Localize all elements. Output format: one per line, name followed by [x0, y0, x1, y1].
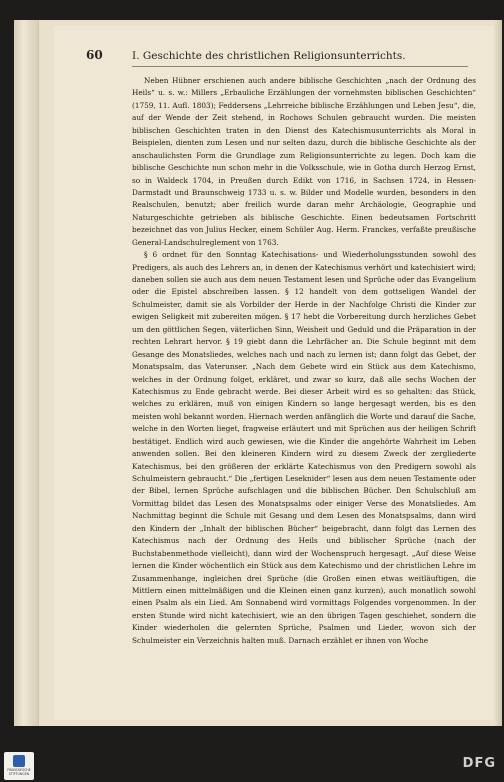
library-logo [4, 752, 34, 780]
page-number: 60 [86, 48, 103, 62]
header-rule [132, 66, 468, 67]
paragraph-2: § 6 ordnet für den Sonntag Katechisations- und Wiederholungsstunden sowohl des Predigers, als auch des Lehrers an, in denen der Katechismus verhört und katechisiert wird; daneben sollen sie auch aus dem neuen Testament lesen und Sprüche oder das Evangelium oder die Epistel abschreiben lassen. § 12 handelt von dem gottseligen Wandel der Schulmeister, damit sie als Vorbilder der Herde in der Nachfolge Christi die Kinder zur ewigen Seligkeit mit zubereiten mögen. § 17 hebt die Vorbereitung durch herzliches Gebet um den göttlichen Segen, väterlichen Sinn, Weisheit und Geduld und die Präparation in der rechten Lehrart hervor. § 19 giebt dann die Lehrfächer an. Die Schule beginnt mit dem Gesange des Monatsliedes, welches nach und nach zu lernen ist; dann folgt das Gebet, der Monatspsalm, das Vaterunser. „Nach dem Gebete wird ein Stück aus dem Katechismo, welches in der Ordnung folget, erkläret, und zwar so kurz, daß alle sechs Wochen der Katechismus zu Ende gebracht werde. Bei dieser Arbeit wird es so gehalten: das Stück, welches zu erklären, muß von einigen Kindern so lange hergesagt werden, bis es den meisten wohl bekannt worden. Hiernach werden anfänglich die Worte und darauf die Sache, welche in den Worten lieget, fragweise erläutert und mit Sprüchen aus der heiligen Schrift bestätiget. Endlich wird auch gewiesen, wie die Kinder die angehörte Wahrheit im Leben anwenden sollen. Bei den kleineren Kindern wird zu diesem Zweck der zergliederte Katechismus, bei den größeren der erklärte Katechismus von den Predigern sowohl als Schulmeistern gebraucht.“ Die „fertigen Leseknider“ lesen aus dem neuen Testamente oder der Bibel, lernen Sprüche aufschlagen und die biblischen Bücher. Den Schulschluß am Vormittag bildet das Lesen des Monatspsalms oder einiger Verse des Monatsliedes. Am Nachmittag beginnt die Schule mit Gesang und dem Lesen des Monatspsalms, dann wird den Kindern der „Inhalt der biblischen Bücher“ beigebracht, dann folgt das Lernen des Katechismus nach der Ordnung des Heils und biblischer Sprüche (nach der Buchstabenmethode vielleicht), dann wird der Wochenspruch hergesagt. „Auf diese Weise lernen die Kinder wöchentlich ein Stück aus dem Katechismo und der christlichen Lehre im Zusammenhange, ingleichen drei Sprüche (die Großen einen etwas weitläuftigen, die Mittlern einen mittelmäßigen und die Kleinen einen ganz kurzen), auch monatlich sowohl einen Psalm als ein Lied. Am Sonnabend wird vormittags Folgendes vorgenommen. In der ersten Stunde wird nicht katechisiert, wie an den übrigen Tagen geschiehet, sondern die Kinder wiederholen die gelernten Sprüche, Psalmen und Lieder, wovon sich der Schulmeister ein Verzeichnis halten muß. Darnach erzählet er ihnen von Woche [132, 250, 476, 645]
page-edges-left [14, 20, 39, 726]
library-logo-text: FRANCKESCHE STIFTUNGEN [7, 768, 31, 776]
library-logo-icon [13, 755, 25, 767]
dfg-logo: DFG [462, 756, 496, 771]
body-text [132, 75, 476, 647]
running-header [86, 48, 466, 62]
page-edge-right [494, 20, 502, 726]
running-title: I. Geschichte des christlichen Religionsunterrichts. [132, 50, 406, 62]
viewer-footer [0, 750, 504, 782]
paragraph-1: Neben Hübner erschienen auch andere biblische Geschichten „nach der Ordnung des Heils“ u. s. w.: Millers „Erbauliche Erzählungen der vornehmsten biblischen Geschichten“ (1759, 11. Aufl. 1803); Feddersens „Lehrreiche biblische Erzählungen und Leben Jesu“, die, auf der Wende der Zeit stehend, in Rochows Schulen gebraucht wurden. Die meisten biblischen Geschichten traten in den Dienst des Katechismusunterrichts als Moral in Beispielen, dienten zum Lesen und nur selten dazu, durch die biblische Geschichte als der anschaulichsten Form die Grundlage zum Religionsunterrichte zu legen. Doch kam die biblische Geschichte nun schon mehr in die Volksschule, wie in Gotha durch Herzog Ernst, so in Waldeck 1704, in Preußen durch Edikt von 1716, in Sachsen 1724, in Hessen-Darmstadt und Braunschweig 1733 u. s. w. Bilder und Modelle wurden, besonders in den Realschulen, benutzt; aber freilich wurde daran mehr Archäologie, Geographie und Naturgeschichte getrieben als biblische Geschichte. Einen bedeutsamen Fortschritt bezeichnet das von Julius Hecker, einem Schüler Aug. Herm. Franckes, verfaßte preußische General-Landschulreglement von 1763. [132, 76, 476, 247]
